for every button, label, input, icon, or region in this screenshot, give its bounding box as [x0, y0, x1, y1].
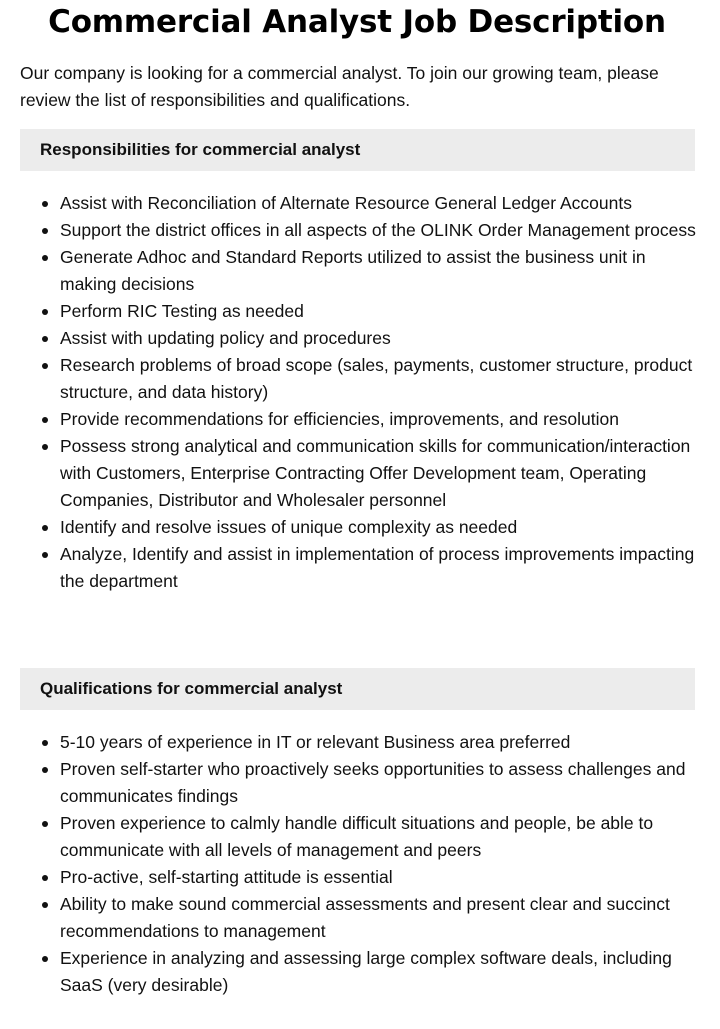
list-item [20, 325, 700, 352]
list-item-text: Support the district offices in all aspects of the OLINK Order Management process [60, 220, 696, 240]
list-item [20, 756, 700, 810]
bullet-icon [42, 363, 48, 369]
list-item-text: Proven experience to calmly handle difficult situations and people, be able to communicate with all levels of management and peers [60, 813, 654, 860]
bullet-icon [42, 525, 48, 531]
list-item-text: Analyze, Identify and assist in implementation of process improvements impacting the department [60, 544, 695, 591]
bullet-icon [42, 201, 48, 207]
bullet-icon [42, 767, 48, 773]
qualifications-heading: Qualifications for commercial analyst [20, 668, 695, 710]
page-title: Commercial Analyst Job Description [48, 4, 666, 40]
bullet-icon [42, 228, 48, 234]
list-item [20, 864, 700, 891]
list-item-text: Provide recommendations for efficiencies, improvements, and resolution [60, 409, 619, 429]
list-item-text: Experience in analyzing and assessing large complex software deals, including SaaS (very desirable) [60, 948, 672, 995]
intro-paragraph: Our company is looking for a commercial analyst. To join our growing team, please review the list of responsibilities and qualifications. [20, 63, 659, 110]
list-item-text: Assist with Reconciliation of Alternate Resource General Ledger Accounts [60, 193, 632, 213]
list-item-text: Generate Adhoc and Standard Reports utilized to assist the business unit in making decisions [60, 247, 646, 294]
list-item-text: Pro-active, self-starting attitude is essential [60, 867, 393, 887]
list-item-text: Identify and resolve issues of unique complexity as needed [60, 517, 518, 537]
bullet-icon [42, 875, 48, 881]
list-item [20, 244, 700, 298]
list-item [20, 541, 700, 595]
list-item-text: Assist with updating policy and procedures [60, 328, 391, 348]
list-item [20, 217, 700, 244]
list-item-text: Perform RIC Testing as needed [60, 301, 304, 321]
bullet-icon [42, 956, 48, 962]
list-item [20, 514, 700, 541]
bullet-icon [42, 255, 48, 261]
list-item-text: Proven self-starter who proactively seeks opportunities to assess challenges and communicates findings [60, 759, 686, 806]
list-item-text: Possess strong analytical and communication skills for communication/interaction with Customers, Enterprise Contracting Offer Development team, Operating Companies, Distributor and Wholesaler personnel [60, 436, 691, 510]
list-item-text: Research problems of broad scope (sales, payments, customer structure, product structure, and data history) [60, 355, 693, 402]
list-item [20, 352, 700, 406]
list-item [20, 810, 700, 864]
list-item [20, 433, 700, 514]
list-item-text: 5-10 years of experience in IT or relevant Business area preferred [60, 732, 571, 752]
list-item [20, 190, 700, 217]
responsibilities-heading: Responsibilities for commercial analyst [20, 129, 695, 171]
bullet-icon [42, 336, 48, 342]
bullet-icon [42, 740, 48, 746]
list-item [20, 729, 700, 756]
list-item [20, 406, 700, 433]
bullet-icon [42, 902, 48, 908]
list-item [20, 945, 700, 999]
bullet-icon [42, 821, 48, 827]
bullet-icon [42, 552, 48, 558]
list-item-text: Ability to make sound commercial assessments and present clear and succinct recommendations to management [60, 894, 670, 941]
bullet-icon [42, 417, 48, 423]
responsibilities-list [20, 190, 700, 595]
list-item [20, 298, 700, 325]
bullet-icon [42, 309, 48, 315]
bullet-icon [42, 444, 48, 450]
qualifications-list [20, 729, 700, 999]
list-item [20, 891, 700, 945]
